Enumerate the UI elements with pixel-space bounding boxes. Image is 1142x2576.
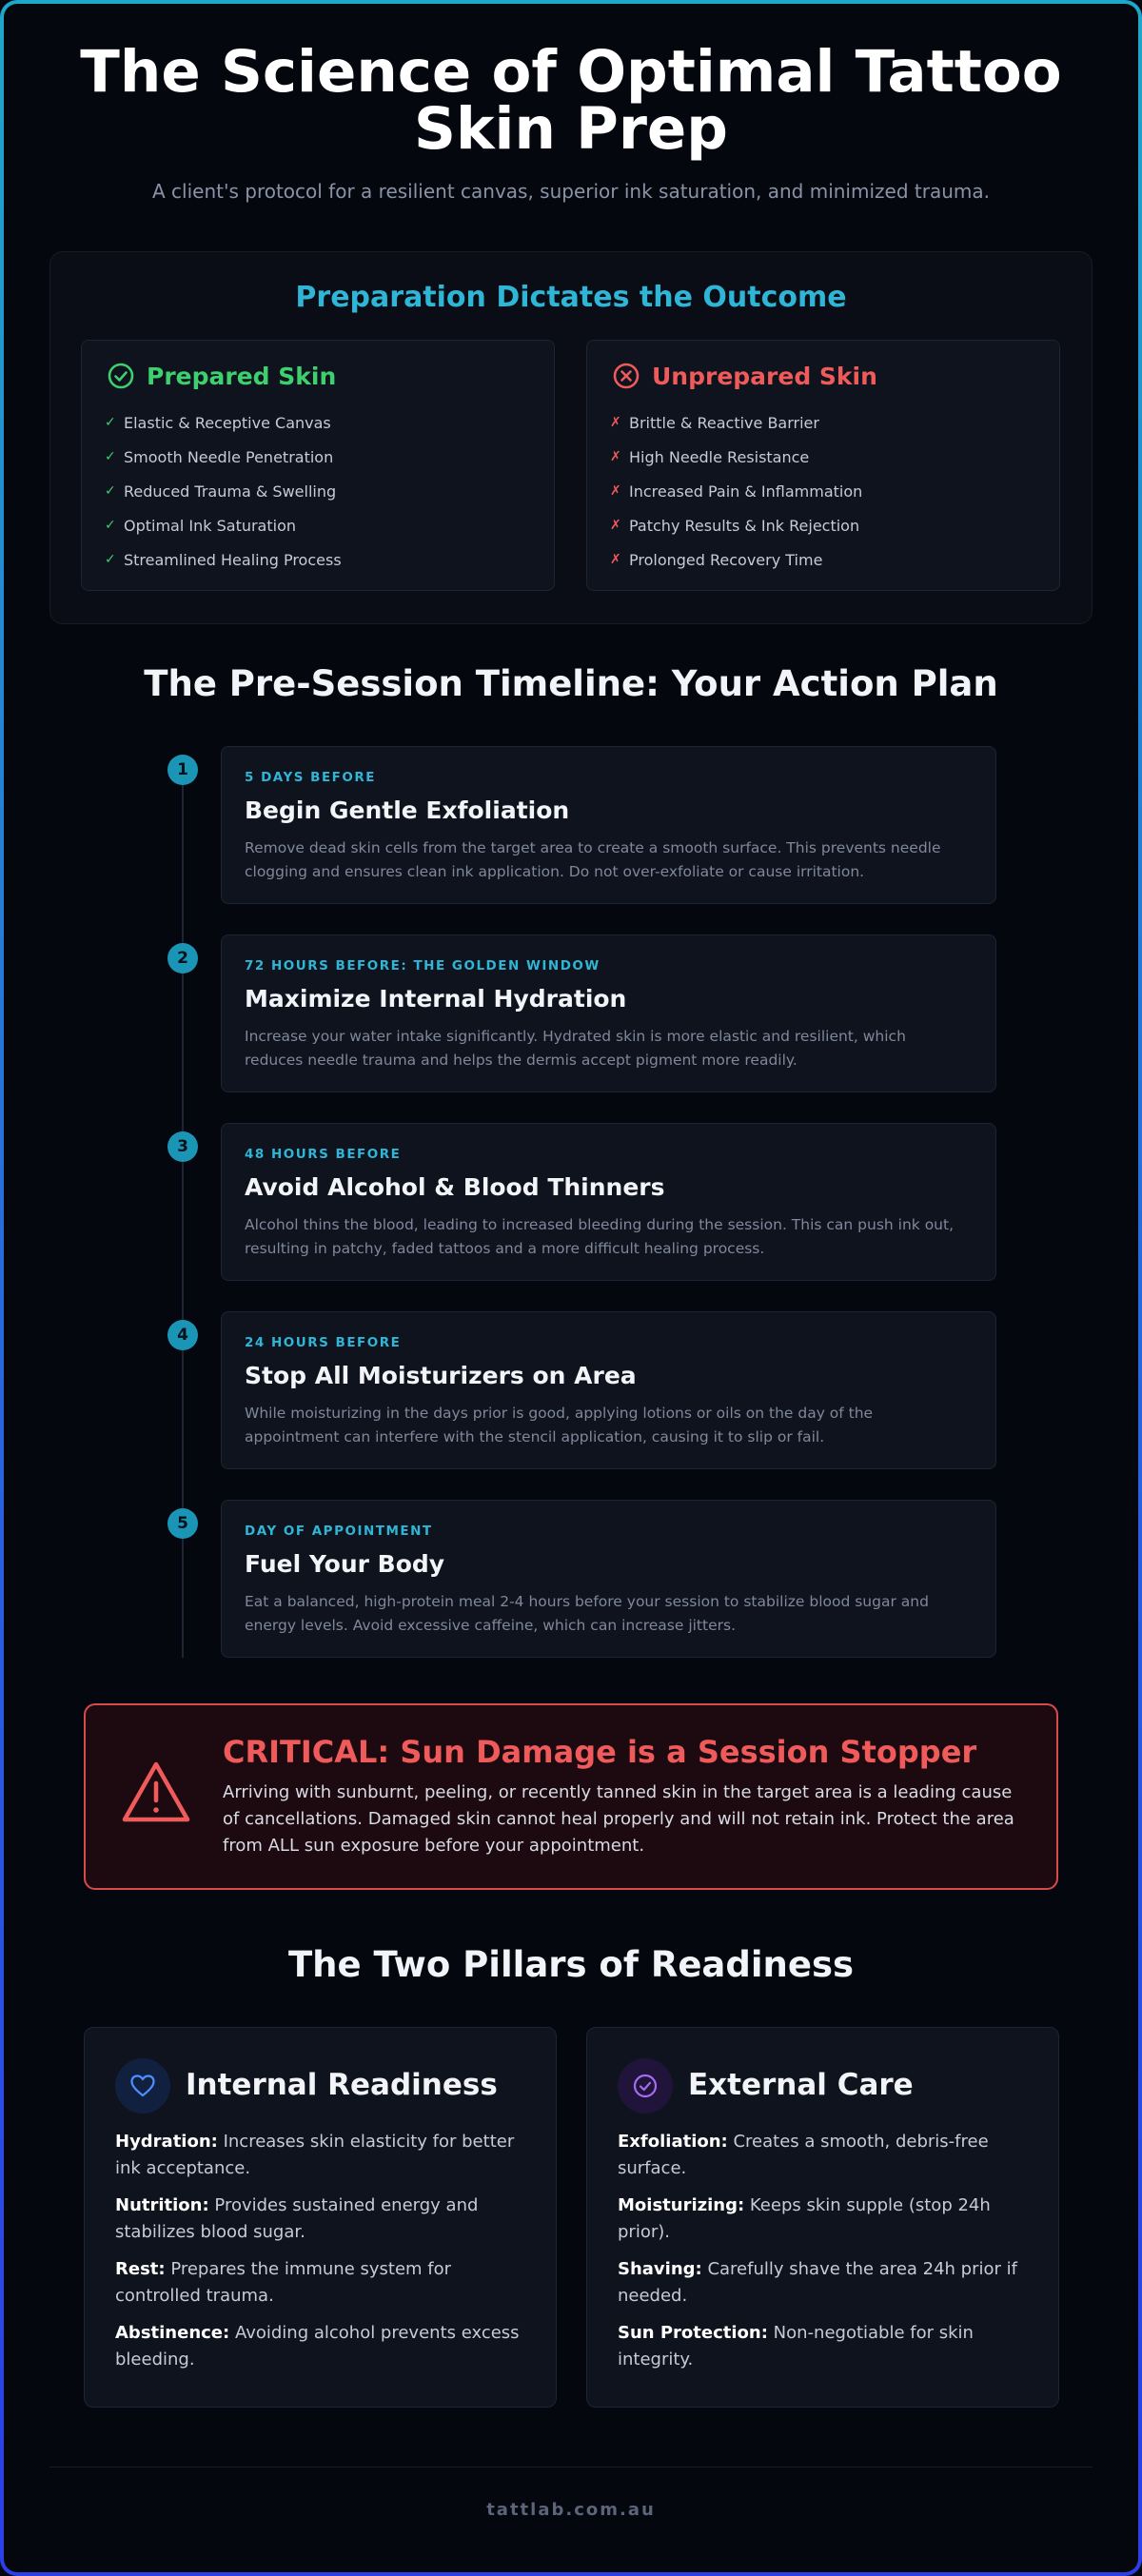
step-when: 24 HOURS BEFORE [245,1335,402,1350]
step-description: Eat a balanced, high-protein meal 2-4 hours before your session to stabilize blood sugar and energy levels. Avoid excessive caffeine, which can increase jitters. [245,1593,929,1634]
list-item: Hydration: Increases skin elasticity for better ink acceptance. [115,2132,515,2178]
check-circle-icon [107,362,135,390]
outcome-title: Preparation Dictates the Outcome [295,281,847,314]
unprepared-skin-card [586,340,1060,591]
page-subtitle: A client's protocol for a resilient canvas, superior ink saturation, and minimized trauma. [152,180,990,203]
step-description: Increase your water intake significantly. Hydrated skin is more elastic and resilient, which reduces needle trauma and helps the dermis accept pigment more readily. [245,1028,906,1069]
check-mark-icon: ✓ [105,415,116,430]
step-heading: Maximize Internal Hydration [245,985,627,1013]
step-heading: Avoid Alcohol & Blood Thinners [245,1173,665,1201]
x-mark-icon: ✗ [610,483,621,499]
pillars-title: The Two Pillars of Readiness [287,1944,855,1985]
list-item: ✗ High Needle Resistance [610,447,810,466]
prepared-skin-card [81,340,555,591]
timeline-step [221,934,996,1092]
x-mark-icon: ✗ [610,415,621,430]
x-mark-icon: ✗ [610,552,621,567]
step-heading: Fuel Your Body [245,1550,445,1578]
external-care-card [586,2027,1059,2408]
list-item: ✓ Smooth Needle Penetration [105,447,334,466]
footer-divider [49,2467,1093,2468]
list-item: Sun Protection: Non-negotiable for skin integrity. [618,2323,974,2370]
list-item: ✗ Increased Pain & Inflammation [610,482,863,501]
list-item: Exfoliation: Creates a smooth, debris-free surface. [618,2132,989,2178]
critical-alert [84,1703,1058,1890]
list-item: ✓ Optimal Ink Saturation [105,516,297,535]
page-title [0,38,1142,163]
step-when: 5 DAYS BEFORE [245,770,376,785]
step-description: Alcohol thins the blood, leading to increased bleeding during the session. This can push ink out, resulting in patchy, faded tattoos and a more difficult healing process. [245,1216,954,1257]
unprepared-skin-header [612,362,877,390]
prepared-skin-title: Prepared Skin [147,362,337,390]
internal-readiness-list [115,2129,534,2384]
step-number-badge: 5 [167,1508,198,1539]
internal-readiness-card [84,2027,557,2408]
check-circle-icon [631,2072,660,2100]
step-number-badge: 2 [167,943,198,973]
critical-description: Arriving with sunburnt, peeling, or recently tanned skin in the target area is a leading cause of cancellations. Damaged skin cannot heal properly and will not retain ink. Protect the area from ALL sun exposure before your appointment. [223,1782,1014,1856]
list-item: Shaving: Carefully shave the area 24h prior if needed. [618,2259,1017,2306]
check-mark-icon: ✓ [105,483,116,499]
list-item: ✓ Elastic & Receptive Canvas [105,413,331,432]
unprepared-skin-list [610,405,862,577]
internal-readiness-title: Internal Readiness [186,2068,498,2102]
x-mark-icon: ✗ [610,518,621,533]
timeline-title: The Pre-Session Timeline: Your Action Plan [144,663,998,704]
list-item: ✓ Streamlined Healing Process [105,550,342,569]
prepared-skin-list [105,405,342,577]
list-item: Rest: Prepares the immune system for controlled trauma. [115,2259,452,2306]
x-mark-icon: ✗ [610,449,621,464]
list-item: Nutrition: Provides sustained energy and stabilizes blood sugar. [115,2195,479,2242]
check-mark-icon: ✓ [105,552,116,567]
page-title-line1: The Science of Optimal Tattoo [80,38,1062,106]
external-care-list [618,2129,1036,2384]
list-item: ✗ Brittle & Reactive Barrier [610,413,819,432]
timeline-step [221,1311,996,1469]
check-mark-icon: ✓ [105,449,116,464]
step-heading: Stop All Moisturizers on Area [245,1362,637,1389]
internal-icon-badge [115,2058,170,2114]
list-item: Moisturizing: Keeps skin supple (stop 24h prior). [618,2195,991,2242]
x-circle-icon [612,362,640,390]
step-when: DAY OF APPOINTMENT [245,1524,433,1539]
check-mark-icon: ✓ [105,518,116,533]
outcome-section [49,251,1093,624]
timeline-step [221,746,996,904]
heart-icon [128,2072,157,2100]
list-item: ✓ Reduced Trauma & Swelling [105,482,337,501]
step-number-badge: 4 [167,1320,198,1350]
step-heading: Begin Gentle Exfoliation [245,796,570,824]
step-description: Remove dead skin cells from the target area to create a smooth surface. This prevents needle clogging and ensures clean ink application. Do not over-exfoliate or cause irritation. [245,839,941,880]
warning-triangle-icon [120,1759,192,1825]
prepared-skin-header [107,362,336,390]
timeline-step [221,1500,996,1658]
external-care-title: External Care [688,2068,914,2102]
page-title-line2: Skin Prep [414,95,728,163]
step-number-badge: 3 [167,1131,198,1162]
step-when: 48 HOURS BEFORE [245,1147,402,1162]
external-icon-badge [618,2058,673,2114]
critical-title: CRITICAL: Sun Damage is a Session Stopper [223,1734,977,1770]
timeline-step [221,1123,996,1281]
list-item: ✗ Patchy Results & Ink Rejection [610,516,860,535]
step-when: 72 HOURS BEFORE: THE GOLDEN WINDOW [245,958,601,973]
footer-site-link[interactable]: tattlab.com.au [486,2500,656,2520]
list-item: ✗ Prolonged Recovery Time [610,550,823,569]
list-item: Abstinence: Avoiding alcohol prevents excess bleeding. [115,2323,520,2370]
step-number-badge: 1 [167,755,198,785]
unprepared-skin-title: Unprepared Skin [652,362,877,390]
step-description: While moisturizing in the days prior is good, applying lotions or oils on the day of the appointment can interfere with the stencil application, causing it to slip or fail. [245,1405,874,1445]
